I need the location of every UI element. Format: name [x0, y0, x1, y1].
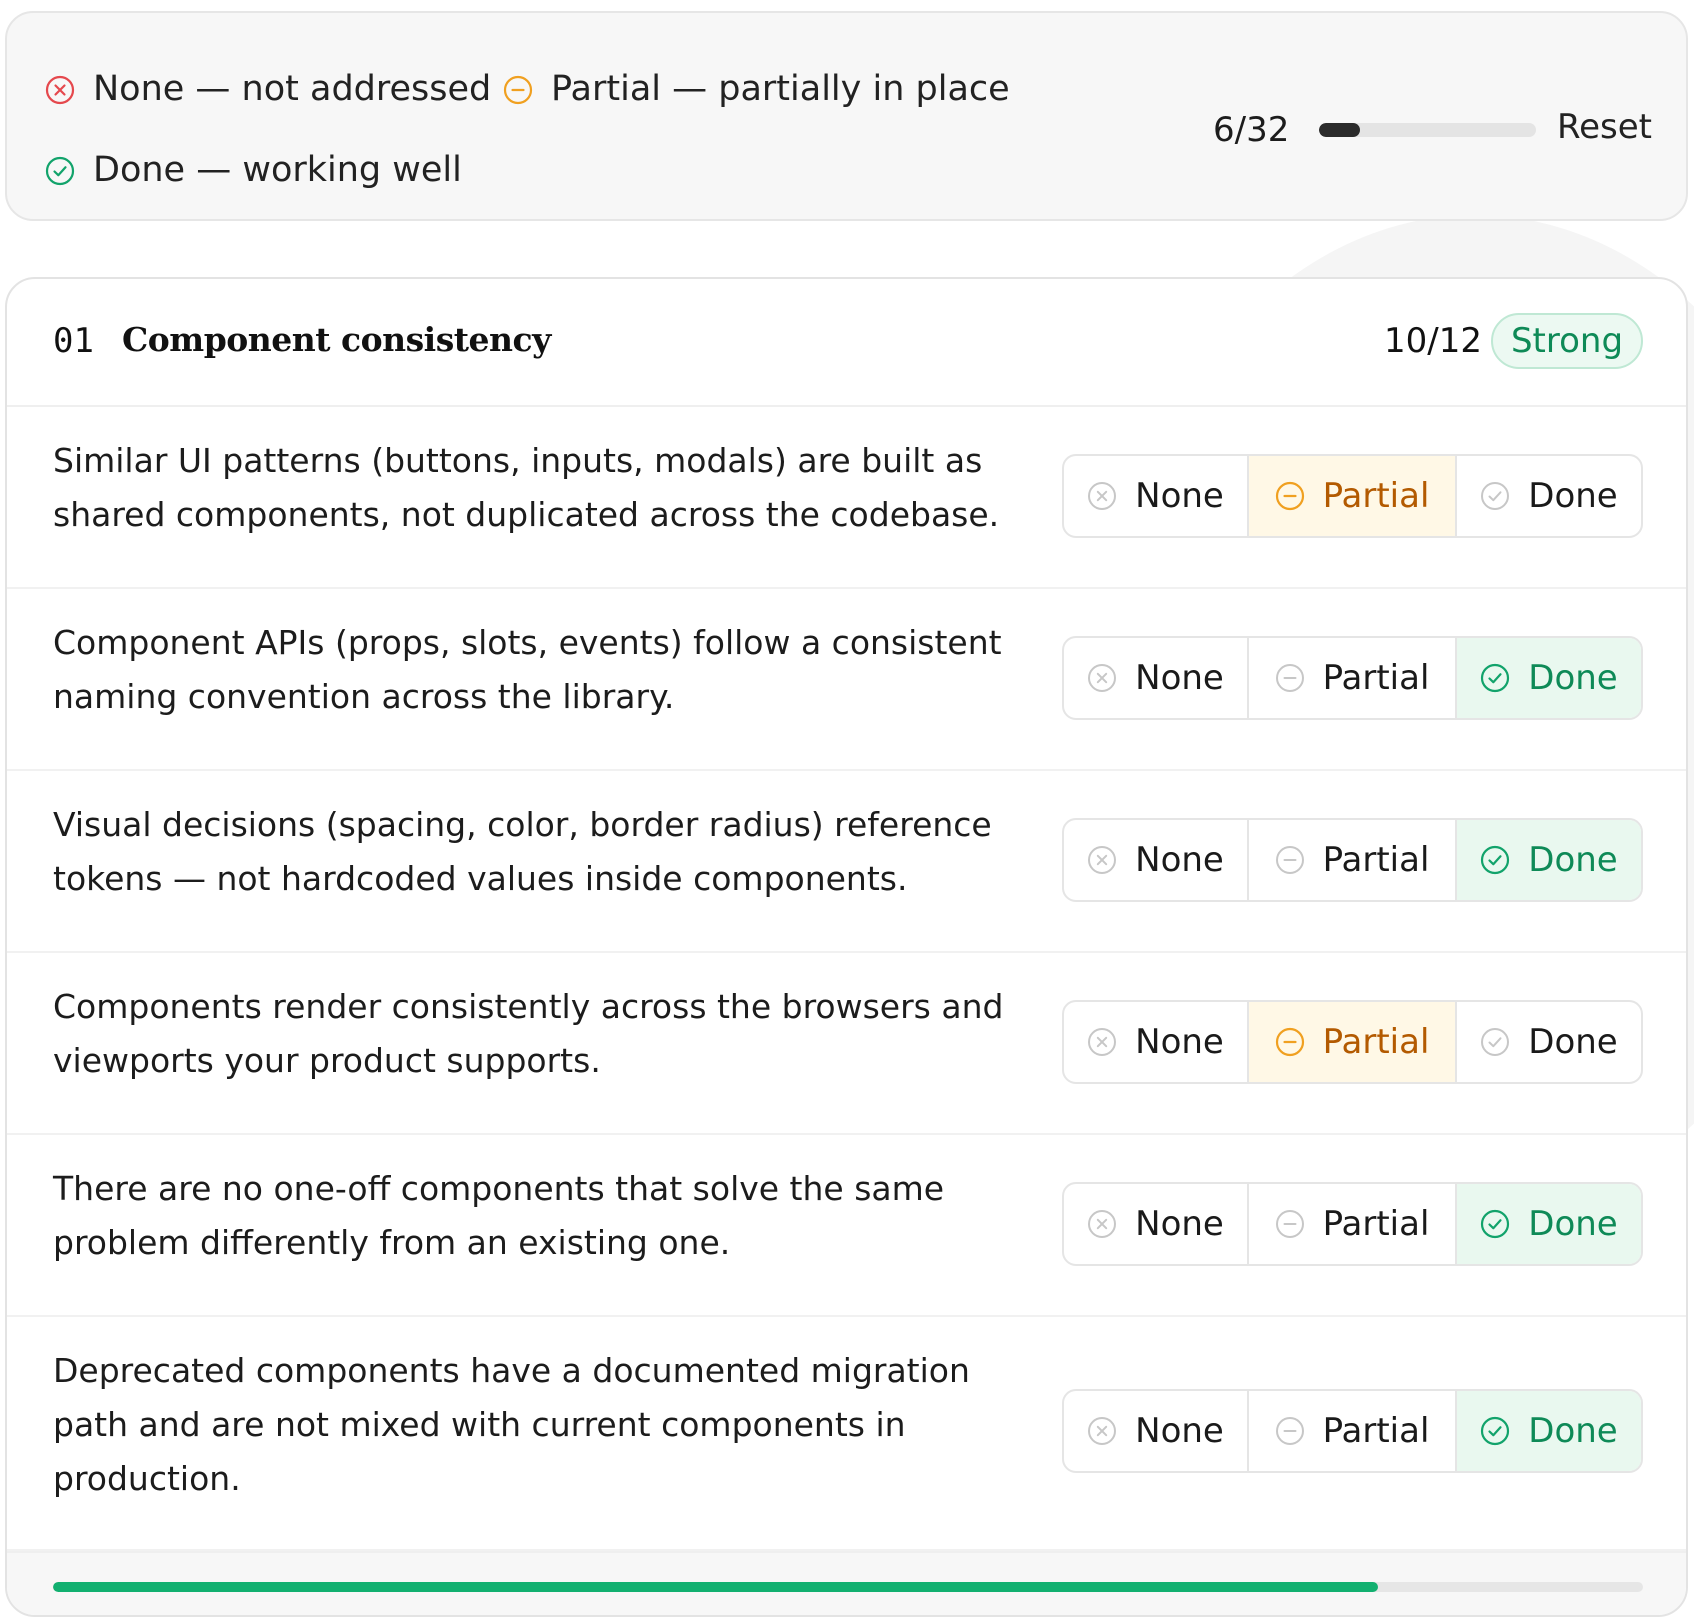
check-circle-icon	[1480, 845, 1510, 875]
section-footer	[7, 1551, 1686, 1617]
rating-none-label: None	[1135, 1022, 1224, 1062]
status-badge: Strong	[1491, 313, 1643, 369]
criterion-text: There are no one-off components that solve the same problem differently from an existing one.	[53, 1169, 945, 1262]
rating-partial-label: Partial	[1322, 1411, 1430, 1451]
x-circle-icon	[1087, 1416, 1117, 1446]
rating-none-label: None	[1135, 476, 1224, 516]
minus-circle-icon	[1275, 1416, 1305, 1446]
rating-done-label: Done	[1528, 476, 1618, 516]
rating-done-button[interactable]	[1457, 638, 1641, 718]
rating-selector	[1062, 454, 1643, 538]
minus-circle-icon	[1275, 1209, 1305, 1239]
x-circle-icon	[45, 75, 75, 105]
x-circle-icon	[1087, 1209, 1117, 1239]
x-circle-icon	[1087, 845, 1117, 875]
rating-selector	[1062, 1182, 1643, 1266]
legend-done-label: Done — working well	[93, 150, 462, 190]
x-circle-icon	[1087, 1027, 1117, 1057]
check-circle-icon	[1480, 1027, 1510, 1057]
rating-none-label: None	[1135, 1411, 1224, 1451]
rating-selector	[1062, 1000, 1643, 1084]
overall-progress-fill	[1319, 123, 1360, 137]
minus-circle-icon	[1275, 1027, 1305, 1057]
overall-progress-count: 6/32	[1213, 110, 1290, 150]
minus-circle-icon	[1275, 845, 1305, 875]
criterion-text: Components render consistently across the browsers and viewports your product supports.	[53, 987, 1004, 1080]
checklist-row	[7, 1135, 1686, 1317]
rating-done-button[interactable]	[1457, 820, 1641, 900]
rating-selector	[1062, 1389, 1643, 1473]
section-score: 10/12	[1384, 321, 1482, 361]
legend-partial	[503, 69, 1010, 109]
legend-done	[45, 150, 462, 190]
rating-done-button[interactable]	[1457, 1184, 1641, 1264]
section-progress-fill	[53, 1582, 1378, 1592]
section-card	[5, 277, 1688, 1617]
criterion-text: Similar UI patterns (buttons, inputs, modals) are built as shared components, not duplicated across the codebase.	[53, 441, 1000, 534]
rating-partial-label: Partial	[1322, 840, 1430, 880]
rating-partial-button[interactable]	[1249, 1391, 1457, 1471]
check-circle-icon	[1480, 1209, 1510, 1239]
rating-partial-label: Partial	[1322, 1204, 1430, 1244]
criterion-text: Component APIs (props, slots, events) follow a consistent naming convention across the library.	[53, 623, 1002, 716]
rating-partial-button[interactable]	[1249, 638, 1457, 718]
rating-partial-button[interactable]	[1249, 456, 1457, 536]
rating-none-button[interactable]	[1064, 1184, 1249, 1264]
check-circle-icon	[1480, 663, 1510, 693]
rating-selector	[1062, 818, 1643, 902]
rating-none-label: None	[1135, 840, 1224, 880]
section-header	[7, 279, 1686, 407]
checklist-row	[7, 407, 1686, 589]
rating-none-button[interactable]	[1064, 820, 1249, 900]
rating-done-button[interactable]	[1457, 1391, 1641, 1471]
rating-partial-label: Partial	[1322, 1022, 1430, 1062]
section-title: Component consistency	[122, 320, 551, 359]
legend-partial-label: Partial — partially in place	[551, 69, 1010, 109]
overall-progress-bar	[1319, 123, 1536, 137]
checklist-row	[7, 953, 1686, 1135]
rating-none-button[interactable]	[1064, 1391, 1249, 1471]
section-number: 01	[53, 321, 94, 361]
rating-partial-button[interactable]	[1249, 1002, 1457, 1082]
checklist-row	[7, 771, 1686, 953]
rating-done-label: Done	[1528, 1022, 1618, 1062]
checklist-row	[7, 589, 1686, 771]
rating-done-label: Done	[1528, 1204, 1618, 1244]
rating-none-label: None	[1135, 658, 1224, 698]
criterion-text: Visual decisions (spacing, color, border radius) reference tokens — not hardcoded values inside components.	[53, 805, 992, 898]
rating-done-label: Done	[1528, 658, 1618, 698]
rating-partial-label: Partial	[1322, 476, 1430, 516]
check-circle-icon	[1480, 481, 1510, 511]
minus-circle-icon	[1275, 663, 1305, 693]
x-circle-icon	[1087, 481, 1117, 511]
rating-done-label: Done	[1528, 1411, 1618, 1451]
rating-none-button[interactable]	[1064, 638, 1249, 718]
legend-none-label: None — not addressed	[93, 69, 492, 109]
rating-partial-button[interactable]	[1249, 1184, 1457, 1264]
legend-none	[45, 69, 492, 109]
check-circle-icon	[1480, 1416, 1510, 1446]
minus-circle-icon	[1275, 481, 1305, 511]
reset-button[interactable]: Reset	[1557, 107, 1652, 147]
rating-partial-button[interactable]	[1249, 820, 1457, 900]
rating-done-label: Done	[1528, 840, 1618, 880]
rating-none-label: None	[1135, 1204, 1224, 1244]
criterion-text: Deprecated components have a documented migration path and are not mixed with current components in production.	[53, 1351, 970, 1498]
rating-none-button[interactable]	[1064, 1002, 1249, 1082]
rating-partial-label: Partial	[1322, 658, 1430, 698]
minus-circle-icon	[503, 75, 533, 105]
rating-selector	[1062, 636, 1643, 720]
rating-done-button[interactable]	[1457, 1002, 1641, 1082]
rating-none-button[interactable]	[1064, 456, 1249, 536]
legend-panel	[5, 11, 1688, 221]
x-circle-icon	[1087, 663, 1117, 693]
rating-done-button[interactable]	[1457, 456, 1641, 536]
checklist-row	[7, 1317, 1686, 1551]
section-progress-bar	[53, 1582, 1643, 1592]
check-circle-icon	[45, 156, 75, 186]
